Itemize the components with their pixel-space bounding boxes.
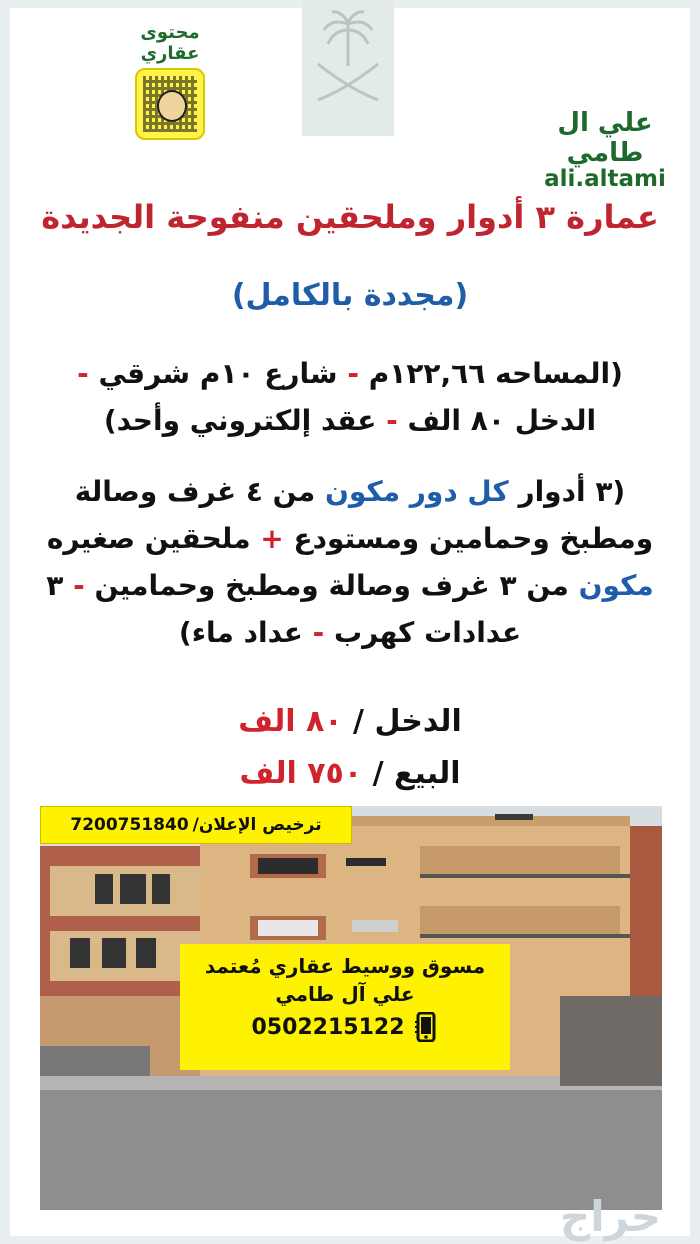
brand-logo xyxy=(530,108,680,192)
saudi-emblem-icon xyxy=(302,0,394,136)
income-price: الدخل / ٨٠ الف xyxy=(238,704,462,739)
agent-title: مسوق ووسيط عقاري مُعتمد xyxy=(204,954,486,978)
ad-headline: عمارة ٣ أدوار وملحقين منفوحة الجديدة xyxy=(41,198,659,236)
sale-price: البيع / ٧٥٠ الف xyxy=(239,756,461,791)
mobile-phone-icon xyxy=(413,1012,439,1042)
qr-code-icon[interactable] xyxy=(135,68,205,140)
brand-name: علي ال طامي xyxy=(557,108,653,168)
agent-phone[interactable]: 0502215122 xyxy=(251,1014,405,1040)
details-floors: (٣ أدوار كل دور مكون من ٤ غرف وصالة ومطبخ وحمامين ومستودع + ملحقين صغيره مكون من ٣ غرف وصالة ومطبخ وحمامين - ٣ عدادات كهرب - عداد ماء) xyxy=(46,475,654,649)
qr-block xyxy=(120,22,220,140)
ad-license-badge xyxy=(40,806,352,844)
agent-contact-box xyxy=(180,944,510,1070)
qr-title: محتوى عقاري xyxy=(140,22,200,64)
watermark: حراج xyxy=(560,1192,662,1241)
license-label: ترخيص الإعلان/ xyxy=(192,815,322,835)
brand-handle: ali.altami xyxy=(544,166,666,192)
ad-subhead: (مجددة بالكامل) xyxy=(231,278,469,313)
agent-name: علي آل طامي xyxy=(275,982,415,1006)
details-area-street: (المساحه ١٢٢,٦٦م - شارع ١٠م شرقي - الدخل ٨٠ الف - عقد إلكتروني وأحد) xyxy=(77,357,623,437)
agent-phone-row[interactable] xyxy=(180,1012,510,1042)
license-number: 7200751840 xyxy=(70,815,189,835)
